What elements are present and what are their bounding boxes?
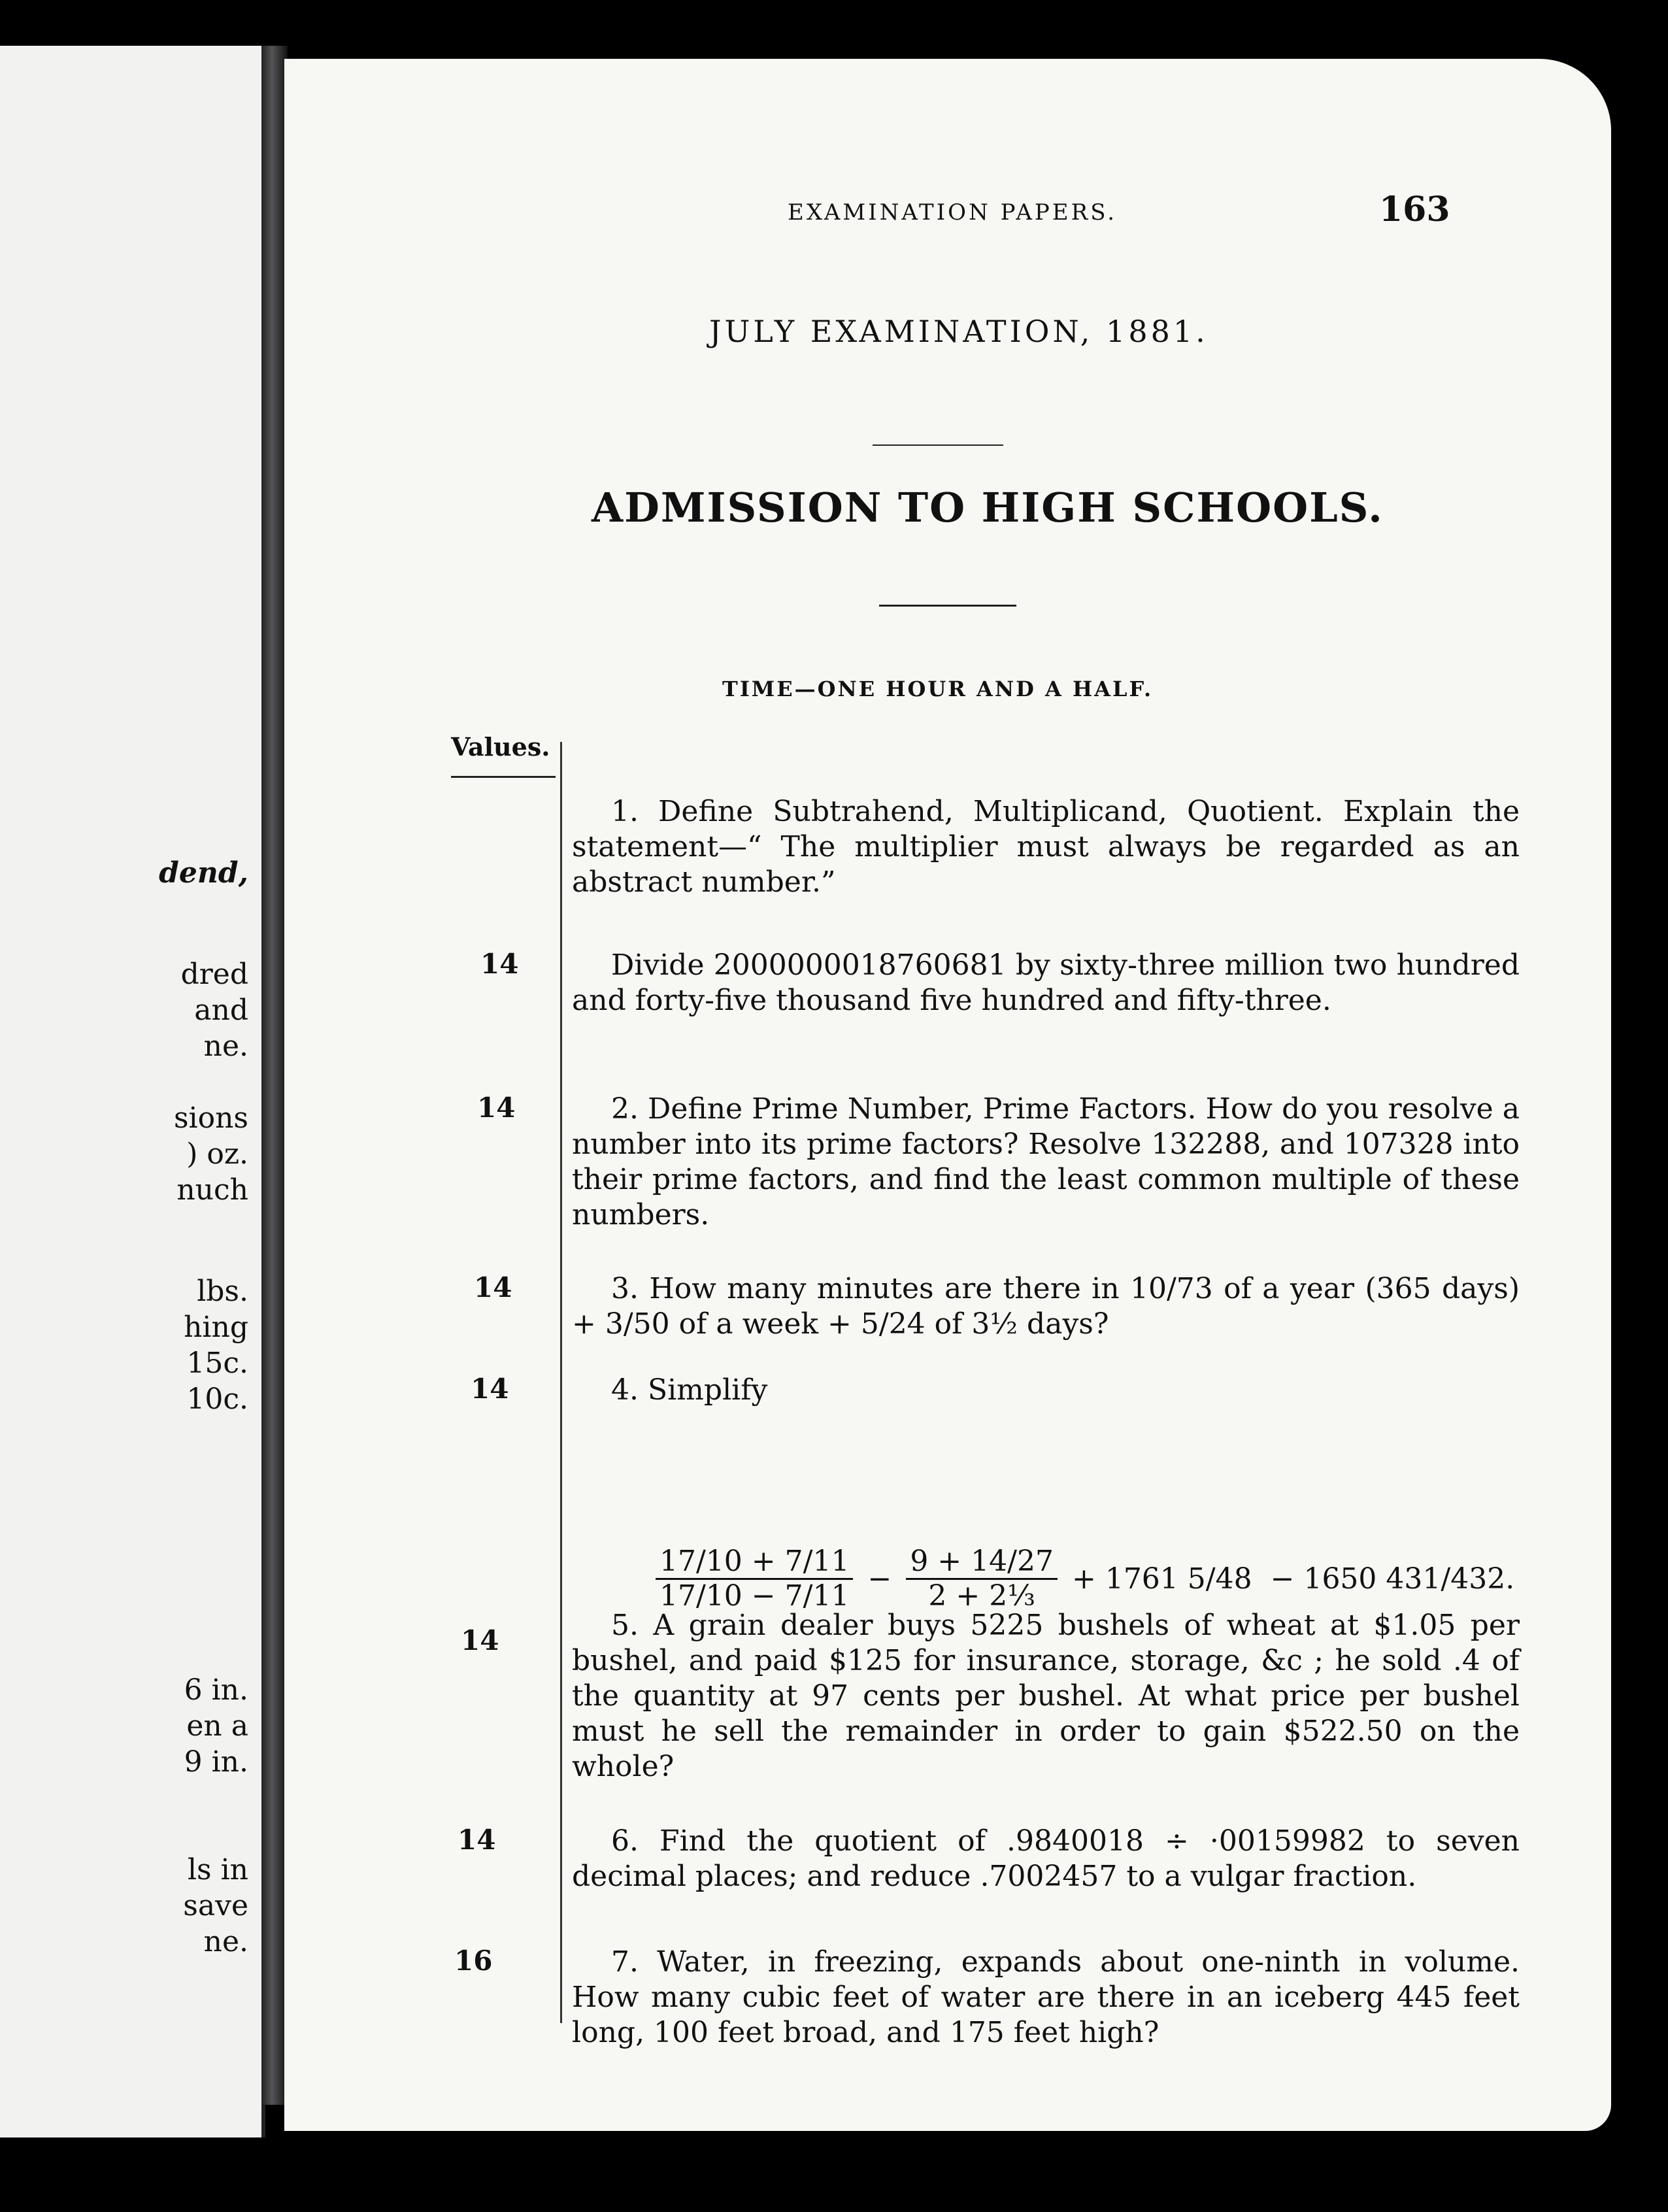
exam-page	[284, 59, 1611, 2131]
book-binding	[261, 46, 288, 2105]
fraction-1-numerator: 17/10 + 7/11	[656, 1545, 853, 1580]
left-page-fragment: ) oz.	[186, 1137, 248, 1171]
question-5: 5. A grain dealer buys 5225 bushels of wheat at $1.05 per bushel, and paid $125 for insurance, storage, &c ; he sold .4 of the quantity at 97 cents per bushel. At what price per bushel must he sell the remainder in order to gain $522.50 on the whole?	[572, 1609, 1520, 1783]
fraction-1-denominator: 17/10 − 7/11	[659, 1579, 850, 1613]
left-page-fragment: dred	[180, 958, 248, 991]
exam-title: JULY EXAMINATION, 1881.	[709, 314, 1209, 349]
question-divide: Divide 2000000018760681 by sixty-three million two hundred and forty-five thousand five hundred and fifty-three.	[572, 948, 1520, 1017]
question-6: 6. Find the quotient of .9840018 ÷ ·00159982 to seven decimal places; and reduce .7002457 to a vulgar fraction.	[572, 1824, 1520, 1893]
question-3: 3. How many minutes are there in 10/73 of a year (365 days) + 3/50 of a week + 5/24 of 3½ days?	[572, 1272, 1520, 1341]
left-page-text-fragments	[0, 46, 261, 2137]
left-page-fragment: 6 in.	[184, 1673, 248, 1707]
left-page-fragment: sions	[173, 1101, 248, 1135]
question-value: 14	[477, 1092, 516, 1124]
divider-rule-bottom	[879, 605, 1016, 607]
left-page-fragment: and	[194, 994, 248, 1027]
values-column-label: Values.	[451, 732, 550, 762]
main-title: ADMISSION TO HIGH SCHOOLS.	[592, 484, 1384, 531]
left-page-fragment: en a	[186, 1709, 248, 1743]
left-facing-page	[0, 46, 265, 2137]
time-note: TIME—ONE HOUR AND A HALF.	[722, 677, 1154, 701]
simplify-expression	[650, 1543, 1524, 1615]
question-4: 4. Simplify	[611, 1373, 768, 1407]
left-page-fragment: hing	[184, 1311, 248, 1344]
fraction-2-denominator: 2 + 2⅓	[928, 1579, 1035, 1613]
term-4: − 1650 431/432.	[1270, 1562, 1515, 1596]
left-page-fragment: lbs.	[197, 1275, 248, 1308]
question-7: 7. Water, in freezing, expands about one-ninth in volume. How many cubic feet of water are there in an iceberg 445 feet long, 100 feet broad, and 175 feet high?	[572, 1945, 1520, 2049]
divider-rule-top	[873, 444, 1003, 446]
question-value: 14	[471, 1373, 509, 1405]
left-page-fragment: 15c.	[186, 1347, 248, 1380]
question-1: 1. Define Subtrahend, Multiplicand, Quotient. Explain the statement—“ The multiplier must always be regarded as an abstract number.”	[572, 795, 1520, 899]
question-value: 14	[461, 1624, 499, 1656]
question-value: 16	[454, 1945, 493, 1977]
left-page-fragment: 10c.	[186, 1382, 248, 1416]
fraction-2-numerator: 9 + 14/27	[906, 1545, 1058, 1580]
question-value: 14	[480, 948, 519, 980]
left-page-fragment: nuch	[176, 1173, 248, 1207]
term-3: + 1761 5/48	[1071, 1562, 1252, 1596]
question-value: 14	[458, 1824, 496, 1856]
operator-minus: −	[867, 1562, 892, 1596]
fraction-1	[656, 1545, 853, 1613]
left-page-fragment: ls in	[187, 1853, 248, 1886]
left-page-fragment: dend,	[159, 856, 248, 890]
page-number: 163	[1379, 190, 1450, 229]
left-page-fragment: save	[183, 1889, 248, 1922]
running-head: EXAMINATION PAPERS.	[788, 199, 1118, 226]
question-value: 14	[474, 1271, 512, 1303]
values-column-divider	[560, 742, 562, 2023]
left-page-fragment: ne.	[203, 1925, 248, 1958]
values-underline	[451, 776, 556, 778]
left-page-fragment: 9 in.	[184, 1745, 248, 1779]
fraction-2	[906, 1545, 1058, 1613]
question-2: 2. Define Prime Number, Prime Factors. How do you resolve a number into its prime factors? Resolve 132288, and 107328 into their prime factors, and find the least common multiple of these numbers.	[572, 1092, 1520, 1232]
left-page-fragment: ne.	[203, 1030, 248, 1063]
